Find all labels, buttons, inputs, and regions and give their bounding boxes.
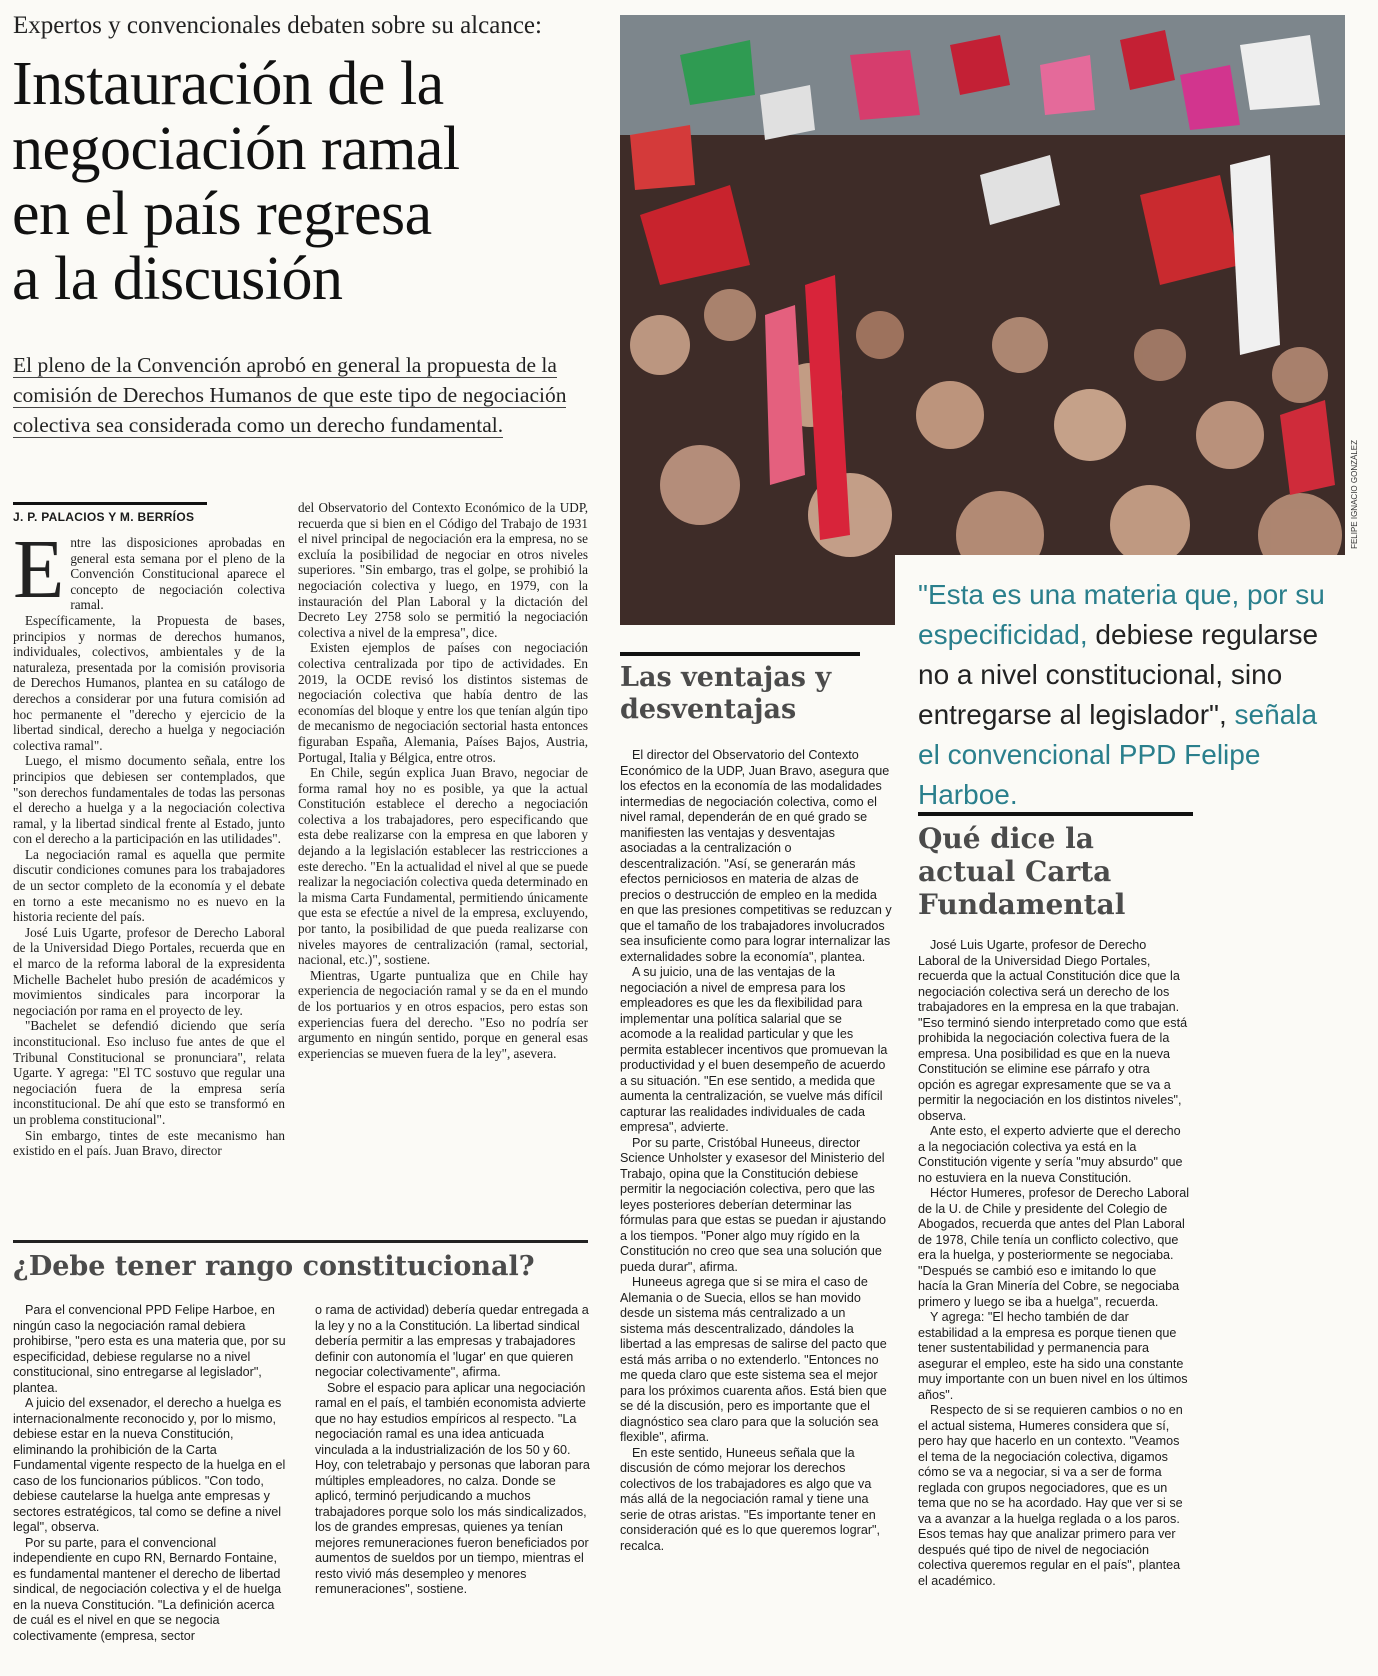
- headline-line: Instauración de la: [12, 50, 444, 118]
- pullquote-part: señala el convencional PPD Felipe Harboe.: [918, 699, 1318, 810]
- article-column-1: [13, 523, 285, 1159]
- paragraph: [13, 523, 285, 616]
- paragraph: José Luis Ugarte, profesor de Derecho Laboral de la Universidad Diego Portales, recuerda que en el marco de la reforma laboral de la expresidenta Michelle Bachelet hubo presión de académicos y movimientos sindicales para incorporar la negociación por rama en el proyecto de ley.: [13, 924, 285, 1018]
- section-rule: [620, 652, 860, 656]
- protest-photo-illustration: [620, 15, 1345, 625]
- paragraph: La negociación ramal es aquella que permite discutir condiciones comunes para los trabajadores de un sector completo de la economía y el debate en torno a este mecanismo no es nuevo en la historia reciente del país.: [13, 846, 285, 925]
- paragraph: En este sentido, Huneeus señala que la discusión de cómo mejorar los derechos colectivos de los trabajadores es algo que va más allá de la negociación ramal y tiene una serie de otras aristas. "Es importante tener en consideración qué es lo que queremos lograr", recalca.: [620, 1445, 880, 1553]
- pullquote-part: "Esta es una materia que, por su especificidad,: [918, 579, 1325, 650]
- paragraph: o rama de actividad) debería quedar entregada a la ley y no a la Constitución. La libertad sindical debería permitir a las empresas y trabajadores definir con autonomía el 'lugar' en que quieren negociar colectivamente", afirma.: [315, 1303, 589, 1379]
- paragraph: Por su parte, para el convencional independiente en cupo RN, Bernardo Fontaine, es fundamental mantener el derecho de libertad sindical, de negociación colectiva y el de huelga en la nueva Constitución. "La definición acerca de cuál es el nivel en que se negocia colectivamente (empresa, sector: [13, 1535, 282, 1643]
- paragraph: del Observatorio del Contexto Económico de la UDP, recuerda que si bien en el Código del Trabajo de 1931 el nivel principal de negociación era la empresa, no se excluía la posibilidad de negociar en otros niveles superiores. "Sin embargo, tras el golpe, se prohibió la negociación colectiva y luego, en 1979, con la instauración del Plan Laboral y la dictación del Decreto Ley 2758 solo se permitió la negociación colectiva a nivel de la empresa", dice.: [298, 500, 588, 640]
- paragraph: Para el convencional PPD Felipe Harboe, en ningún caso la negociación ramal debiera prohibirse, "pero esta es una materia que, por su especificidad, debiese regularse no a nivel constitucional, sino entregarse al legislador", plantea.: [13, 1303, 286, 1395]
- paragraph: A su juicio, una de las ventajas de la negociación a nivel de empresa para los empleadores es que les da flexibilidad para implementar una política salarial que se acomode a la realidad particular y que les permita establecer incentivos que promuevan la productividad y el buen desempeño de acuerdo a su situación. "En ese sentido, a medida que aumenta la centralización, se vuelve más difícil capturar las realidades individuales de cada empresa", advierte.: [620, 965, 888, 1134]
- dropcap: E: [13, 523, 65, 616]
- paragraph: Huneeus agrega que si se mira el caso de Alemania o de Suecia, ellos se han movido desde un sistema más centralizado a un sistema más descentralizado, dándoles la libertad a las empresas de salirse del pacto que está más arriba o no extenderlo. "Entonces no me queda claro que este sistema sea el mejor para los próximos cuarenta años. Está bien que se dé la discusión, pero es importante que el diagnóstico sea claro para que la solución sea flexible", afirma.: [620, 1275, 887, 1444]
- section-rule: [918, 812, 1193, 816]
- paragraph: Héctor Humeres, profesor de Derecho Laboral de la U. de Chile y presidente del Colegio de Abogados, recuerda que antes del Plan Laboral de 1978, Chile tenía un conflicto colectivo, que era la huelga, y posteriormente se negociaba. "Después se cambió eso e imitando lo que hacía la Gran Minería del Cobre, se negociaba primero y luego se iba a huelga", recuerda.: [918, 1186, 1189, 1309]
- deck-text: El pleno de la Convención aprobó en general la propuesta de la comisión de Derechos Humanos de que este tipo de negociación colectiva sea considerada como un derecho fundamental.: [13, 353, 567, 437]
- paragraph: Y agrega: "El hecho también de dar estabilidad a la empresa es porque tienen que tener sustentabilidad y permanencia para asegurar el empleo, este ha sido una constante muy importante con un buen nivel en los últimos años".: [918, 1310, 1188, 1402]
- photo-credit: FELIPE IGNACIO GONZÁLEZ: [1350, 440, 1359, 549]
- kicker: Expertos y convencionales debaten sobre su alcance:: [13, 12, 542, 39]
- paragraph: A juicio del exsenador, el derecho a huelga es internacionalmente reconocido y, por lo mismo, debiese estar en la nueva Constitución, eliminando la prohibición de la Carta Fundamental vigente respecto de la huelga en el caso de los funcionarios públicos. "Con todo, debiese cautelarse la huelga ante empresas y sectores estratégicos, tal como se define a nivel legal", observa.: [13, 1396, 286, 1534]
- headline-line: negociación ramal: [12, 115, 460, 183]
- paragraph: Respecto de si se requieren cambios o no en el actual sistema, Humeres considera que sí, pero hay que hacerlo en un contexto. "Veamos el tema de la negociación colectiva, digamos cómo se va a negociar, si va a ser de forma reglada con grupos negociadores, que es un tema que no se ha acordado. Hay que ver si se va a avanzar a la huelga reglada o a los paros. Esos temas hay que analizar primero para ver después qué tipo de nivel de negociación colectiva queremos regular en el país", plantea el académico.: [918, 1403, 1183, 1588]
- paragraph: Sobre el espacio para aplicar una negociación ramal en el país, el también economista advierte que no hay estudios empíricos al respecto. "La negociación ramal es una idea anticuada vinculada a la industrialización de los 50 y 60. Hoy, con teletrabajo y personas que laboran para múltiples empleadores, no calza. Donde se aplicó, terminó perjudicando a muchos trabajadores porque solo los más sindicalizados, los de grandes empresas, quienes ya tenían mejores remuneraciones fueron beneficiados por aumentos de sueldos por un tiempo, mientras el resto vivió más desempleo y menores remuneraciones", sostiene.: [315, 1380, 590, 1596]
- paragraph-text: ntre las disposiciones aprobadas en general esta semana por el pleno de la Convención Constitucional aparece el concepto de negociación colectiva ramal.: [70, 535, 285, 613]
- headline: [12, 52, 612, 312]
- paragraph: Ante esto, el experto advierte que el derecho a la negociación colectiva ya está en la Constitución vigente y sería "muy absurdo" que no estuviera en la nueva Constitución.: [918, 1124, 1183, 1185]
- section-rule: [13, 1240, 588, 1243]
- paragraph: Luego, el mismo documento señala, entre los principios que debiesen ser contemplados, que "son derechos fundamentales de todas las personas el derecho a huelga y a la negociación colectiva ramal, y la libertad sindical frente al Estado, junto con el derecho a la participación en las utilidades".: [13, 753, 285, 847]
- section-title-ventajas: Las ventajas y desventajas: [620, 662, 832, 725]
- rango-column-2: [315, 1303, 590, 1598]
- paragraph: Existen ejemplos de países con negociación colectiva centralizada por tipo de actividades. En 2019, la OCDE revisó los distintos sistemas de negociación colectiva que había dentro de las economías del bloque y entre los que tenían algún tipo de mecanismo de negociación sectorial hasta entonces figuraban España, Alemania, Países Bajos, Austria, Portugal, Italia y Bélgica, entre otros.: [298, 640, 588, 765]
- deck: [13, 350, 573, 440]
- paragraph: En Chile, según explica Juan Bravo, negociar de forma ramal hoy no es posible, ya que la actual Constitución establece el derecho a negociación colectiva a los trabajadores, pero especificando que esta debe realizarse con la empresa en que laboren y dejando a la legislación establecer las restricciones a este derecho. "En la actualidad el nivel al que se puede realizar la negociación colectiva queda determinado en la misma Carta Fundamental, permitiendo únicamente que esta se efectúe a nivel de la empresa, excluyendo, por tanto, la posibilidad de que pueda realizarse con niveles mayores de centralización (ramal, sectorial, nacional, etc.)", sostiene.: [298, 765, 588, 968]
- paragraph: Por su parte, Cristóbal Huneeus, director Science Unholster y exasesor del Ministerio del Trabajo, opina que la Constitución debiese permitir la negociación colectiva, pero que las leyes posteriores deberían determinar las fórmulas para que estas se puedan ir ajustando a los tiempos. "Poner algo muy rígido en la Constitución no creo que sea una solución que pueda durar", afirma.: [620, 1135, 887, 1274]
- carta-column: [918, 938, 1190, 1589]
- rango-column-1: [13, 1303, 288, 1644]
- paragraph: José Luis Ugarte, profesor de Derecho Laboral de la Universidad Diego Portales, recuerda que la actual Constitución dice que la negociación colectiva será un derecho de los trabajadores en la empresa en la que trabajan. "Eso terminó siendo interpretado como que está prohibida la negociación colectiva fuera de la empresa. Una posibilidad es que en la nueva Constitución se elimine ese párrafo y otra opción es agregar expresamente que se va a permitir la negociación en los distintos niveles", observa.: [918, 938, 1188, 1123]
- paragraph: Específicamente, la Propuesta de bases, principios y normas de derechos humanos, individuales, colectivos, ambientales y de la naturaleza, presentada por la comisión provisoria de Derechos Humanos, plantea en su catálogo de derechos a considerar por una futura comisión ad hoc permanente el "derecho y ejercicio de la libertad sindical, derecho a huelga y negociación colectiva ramal".: [13, 612, 285, 753]
- section-title-carta: Qué dice la actual Carta Fundamental: [918, 822, 1126, 921]
- byline: J. P. PALACIOS Y M. BERRÍOS: [13, 510, 195, 524]
- headline-line: a la discusión: [12, 245, 343, 313]
- paragraph: Mientras, Ugarte puntualiza que en Chile hay experiencia de negociación ramal y se da en el mundo de los portuarios y en otros espacios, pero estas son experiencias fuera del derecho. "Eso no podría ser argumento en ningún sentido, porque en general esas experiencias se mueven fuera de la ley", asevera.: [298, 967, 588, 1061]
- section-title-rango: ¿Debe tener rango constitucional?: [13, 1251, 535, 1282]
- pullquote: [918, 575, 1343, 815]
- ventajas-column: [620, 748, 892, 1554]
- headline-line: en el país regresa: [12, 180, 432, 248]
- article-column-2: [298, 500, 588, 1061]
- paragraph: "Bachelet se defendió diciendo que sería inconstitucional. Eso incluso fue antes de que el Tribunal Constitucional se pronunciara", relata Ugarte. Y agrega: "El TC sostuvo que regular una negociación fuera de la empresa sería inconstitucional. De ahí que esto se transformó en un problema constitucional".: [13, 1018, 285, 1127]
- protest-photo: [620, 15, 1345, 625]
- paragraph: El director del Observatorio del Contexto Económico de la UDP, Juan Bravo, asegura que los efectos en la economía de las modalidades intermedias de negociación colectiva, como el nivel ramal, dependerán de en qué grado se manifiesten las ventajas y desventajas asociadas a la centralización o descentralización. "Así, se generarán más efectos perniciosos en materia de alzas de precios o destrucción de empleo en la medida en que las presiones competitivas se reduzcan y que el tamaño de los trabajadores involucrados sea insuficiente como para lograr internalizar las externalidades sobre la economía", plantea.: [620, 748, 892, 964]
- pullquote-part: debiese regularse no a nivel constitucional, sino entregarse al legislador",: [918, 619, 1319, 730]
- paragraph: Sin embargo, tintes de este mecanismo han existido en el país. Juan Bravo, director: [13, 1127, 285, 1159]
- byline-rule: [13, 502, 207, 505]
